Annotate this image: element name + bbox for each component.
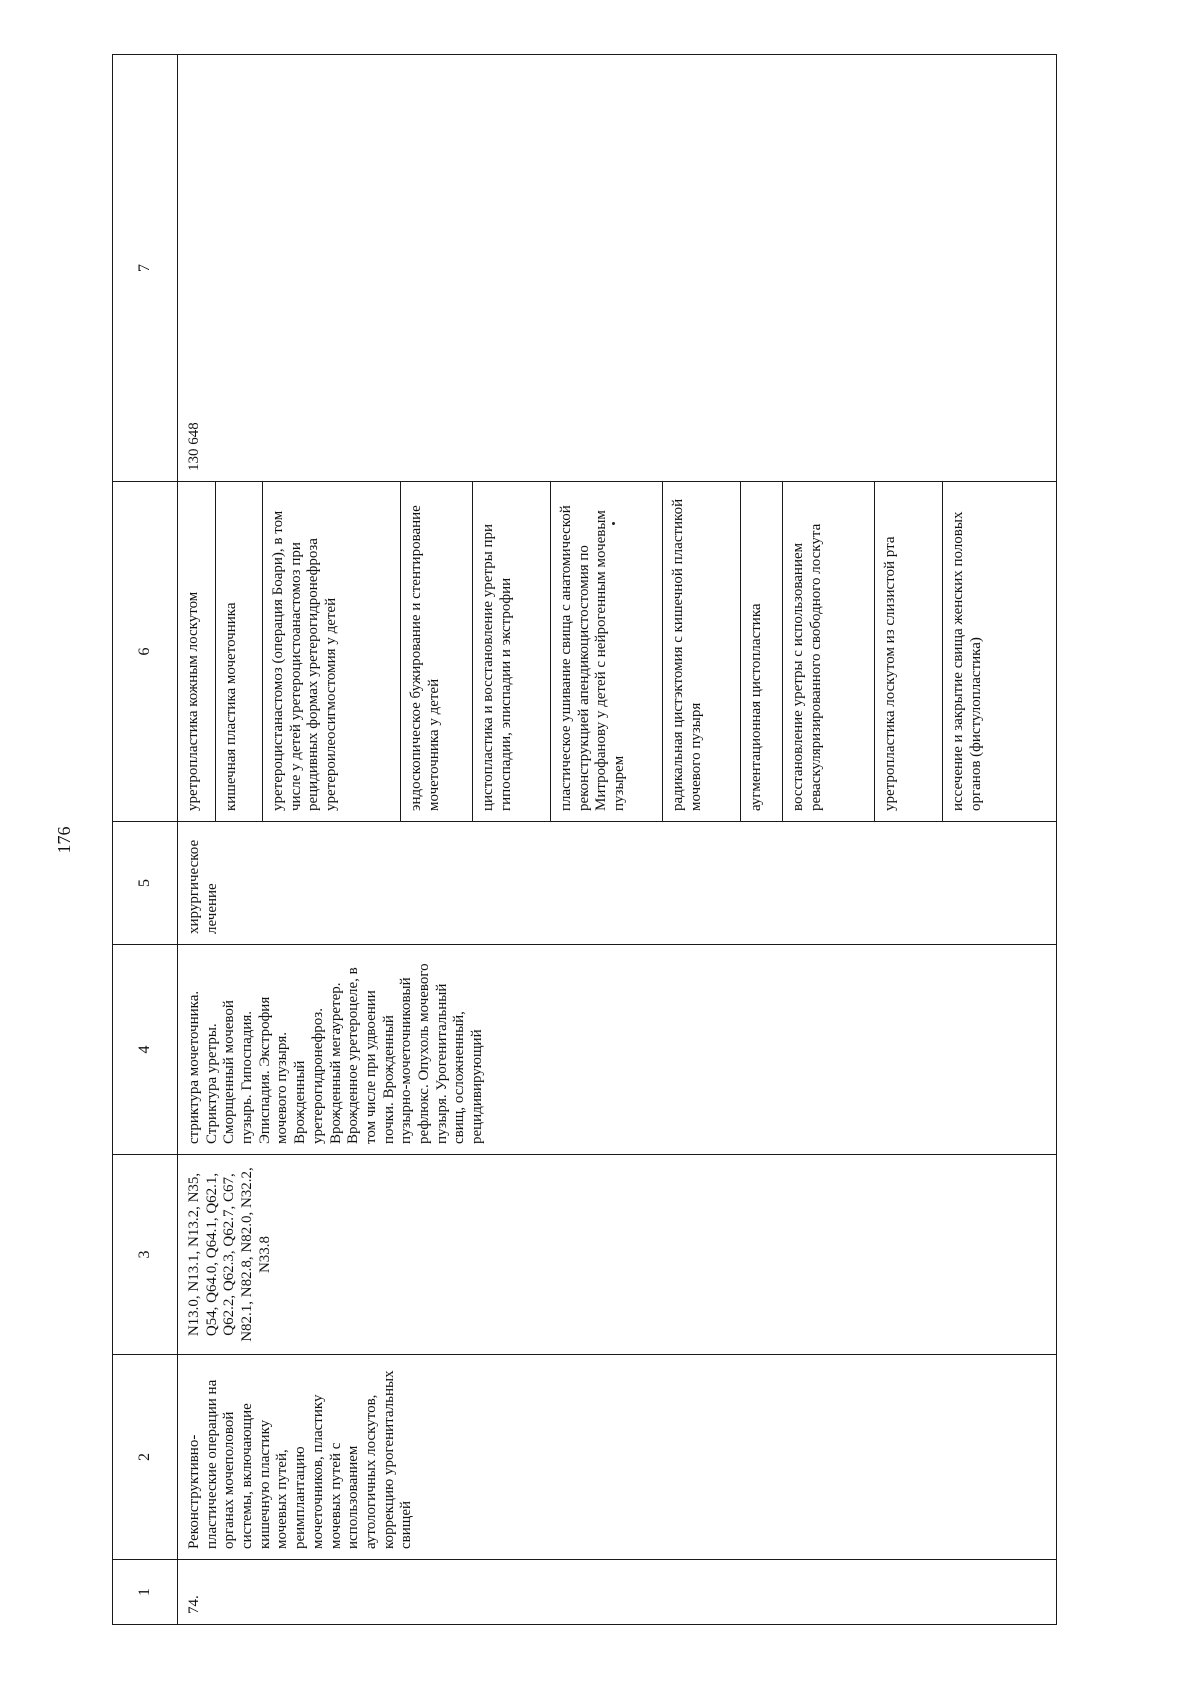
rotated-page: [54, 55, 1057, 1625]
row-codes: N13.0, N13.1, N13.2, N35, Q54, Q64.0, Q64.1, Q62.1, Q62.2, Q62.3, Q62.7, C67, N82.1, N82.8, N82.0, N32.2, N33.8: [178, 1155, 1057, 1355]
header-col-4: 4: [113, 945, 178, 1155]
method-item: иссечение и закрытие свища женских половых органов (фистулопластика): [950, 511, 984, 811]
table-row: [178, 55, 1057, 1625]
method-item: эндоскопическое бужирование и стентирование мочеточника у детей: [401, 482, 473, 821]
header-col-3: 3: [113, 1155, 178, 1355]
method-item: уретропластика лоскутом из слизистой рта: [875, 482, 943, 821]
method-item: уретропластика кожным лоскутом: [178, 482, 216, 821]
header-row: [113, 55, 178, 1625]
method-item: радикальная цистэктомия с кишечной пластикой мочевого пузыря: [663, 482, 741, 821]
header-col-7: 7: [113, 55, 178, 482]
header-col-2: 2: [113, 1355, 178, 1560]
row-name: Реконструктивно-пластические операции на органах мочеполовой системы, включающие кишечную пластику мочевых путей, реимплантацию мочеточников, пластику мочевых путей с использованием аутологичных лоскутов, коррекцию урогенитальных свищей: [178, 1355, 1057, 1560]
method-item: восстановление уретры с использованием реваскуляризированного свободного лоскута: [783, 482, 875, 821]
row-methods: [178, 482, 1057, 822]
header-col-5: 5: [113, 822, 178, 945]
method-item: уретероцистанастомоз (операция Боари), в том числе у детей уретероцистоанастомоз при рецидивных формах уретерогидронефроза уретероилеосигмостомия у детей: [263, 482, 401, 821]
method-item: пластическое ушивание свища с анатомической реконструкцией апендикоцистостомия по Митрофанову у детей с нейрогенным мочевым пузырем: [551, 482, 663, 821]
scan-dot: [612, 522, 615, 525]
method-item: кишечная пластика мочеточника: [216, 482, 263, 821]
row-cost: 130 648: [178, 55, 1057, 482]
header-col-1: 1: [113, 1560, 178, 1625]
row-diagnosis: стриктура мочеточника. Стриктура уретры. Сморщенный мочевой пузырь. Гипоспадия. Эписпадия. Экстрофия мочевого пузыря. Врожденный уретерогидронефроз. Врожденный мегауретер. Врожденное уретероцеле, в том числе при удвоении почки. Врожденный пузырно-мочеточниковый рефлюкс. Опухоль мочевого пузыря. Урогенитальный свищ, осложненный, рецидивирующий: [178, 945, 1057, 1155]
method-item: цистопластика и восстановление уретры при гипоспадии, эписпадии и экстрофии: [473, 482, 551, 821]
header-col-6: 6: [113, 482, 178, 822]
page-number: 176: [54, 826, 74, 854]
services-table: [112, 54, 1057, 1625]
row-treatment-type: хирургическое лечение: [178, 822, 1057, 945]
method-item: аугментационная цистопластика: [741, 482, 783, 821]
row-number: 74.: [178, 1560, 1057, 1625]
